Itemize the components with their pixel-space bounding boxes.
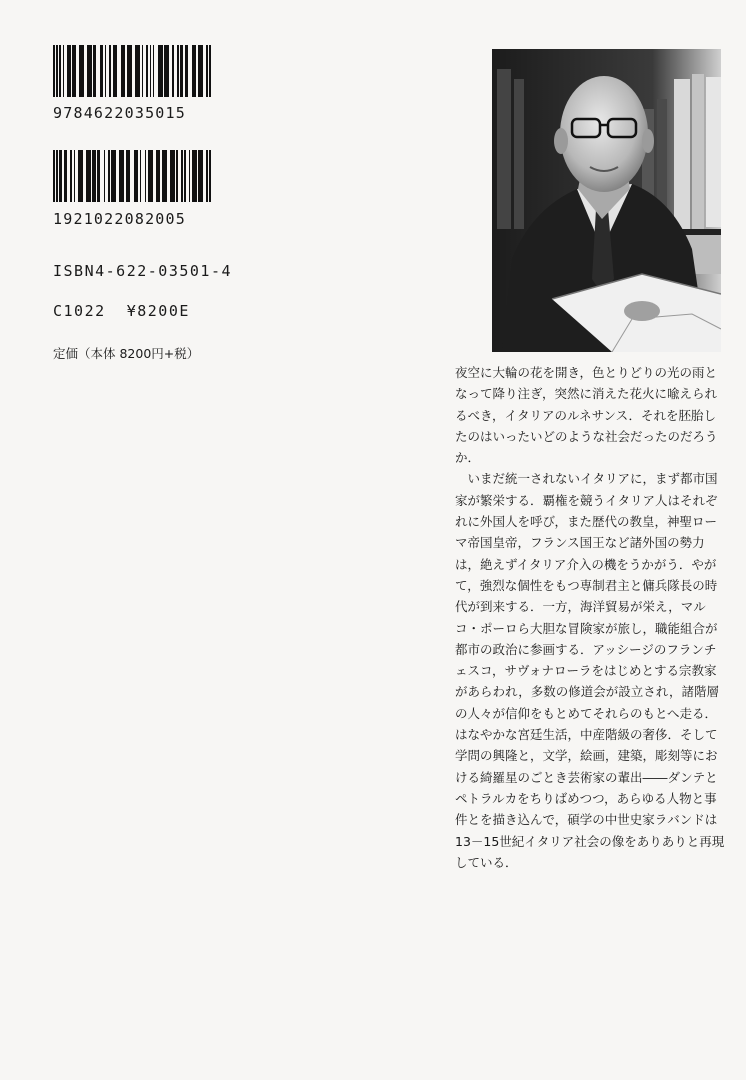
price-barcode-number: 1921022082005 xyxy=(53,210,186,228)
author-portrait xyxy=(492,49,721,352)
isbn-barcode-number: 9784622035015 xyxy=(53,104,186,122)
classification-code: C1022 ¥8200E xyxy=(53,302,190,320)
description-paragraph-2: いまだ統一されないイタリアに，まず都市国家が繁栄する．覇権を競うイタリア人はそれぞれに外国人を呼び，また歴代の教皇，神聖ローマ帝国皇帝，フランス国王など諸外国の勢力は，絶えずイタリア介入の機をうかがう．やがて，強烈な個性をもつ専制君主と傭兵隊長の時代が到来する．一方，海洋貿易が栄え，マルコ・ポーロら大胆な冒険家が旅し，職能組合が都市の政治に参画する．アッシージのフランチェスコ，サヴォナローラをはじめとする宗教家があらわれ，多数の修道会が設立され，諸階層の人々が信仰をもとめてそれらのもとへ走る．はなやかな宮廷生活，中産階級の奢侈．そして学問の興隆と，文学，絵画，建築，彫刻等における綺羅星のごとき芸術家の輩出――ダンテとペトラルカをちりばめつつ，あらゆる人物と事件とを描き込んで，碩学の中世史家ラバンドは13－15世紀イタリア社会の像をありありと再現している． xyxy=(455,471,725,870)
isbn-code: ISBN4-622-03501-4 xyxy=(53,262,233,280)
price-label: 定価（本体 8200円+税） xyxy=(53,346,200,361)
description-paragraph-1: 夜空に大輪の花を開き，色とりどりの光の雨となって降り注ぎ，突然に消えた花火に喩えられるべき，イタリアのルネサンス．それを胚胎したのはいったいどのような社会だったのだろうか． xyxy=(455,365,718,466)
description-text xyxy=(455,362,727,873)
isbn-barcode xyxy=(53,45,213,97)
price-barcode xyxy=(53,150,213,202)
